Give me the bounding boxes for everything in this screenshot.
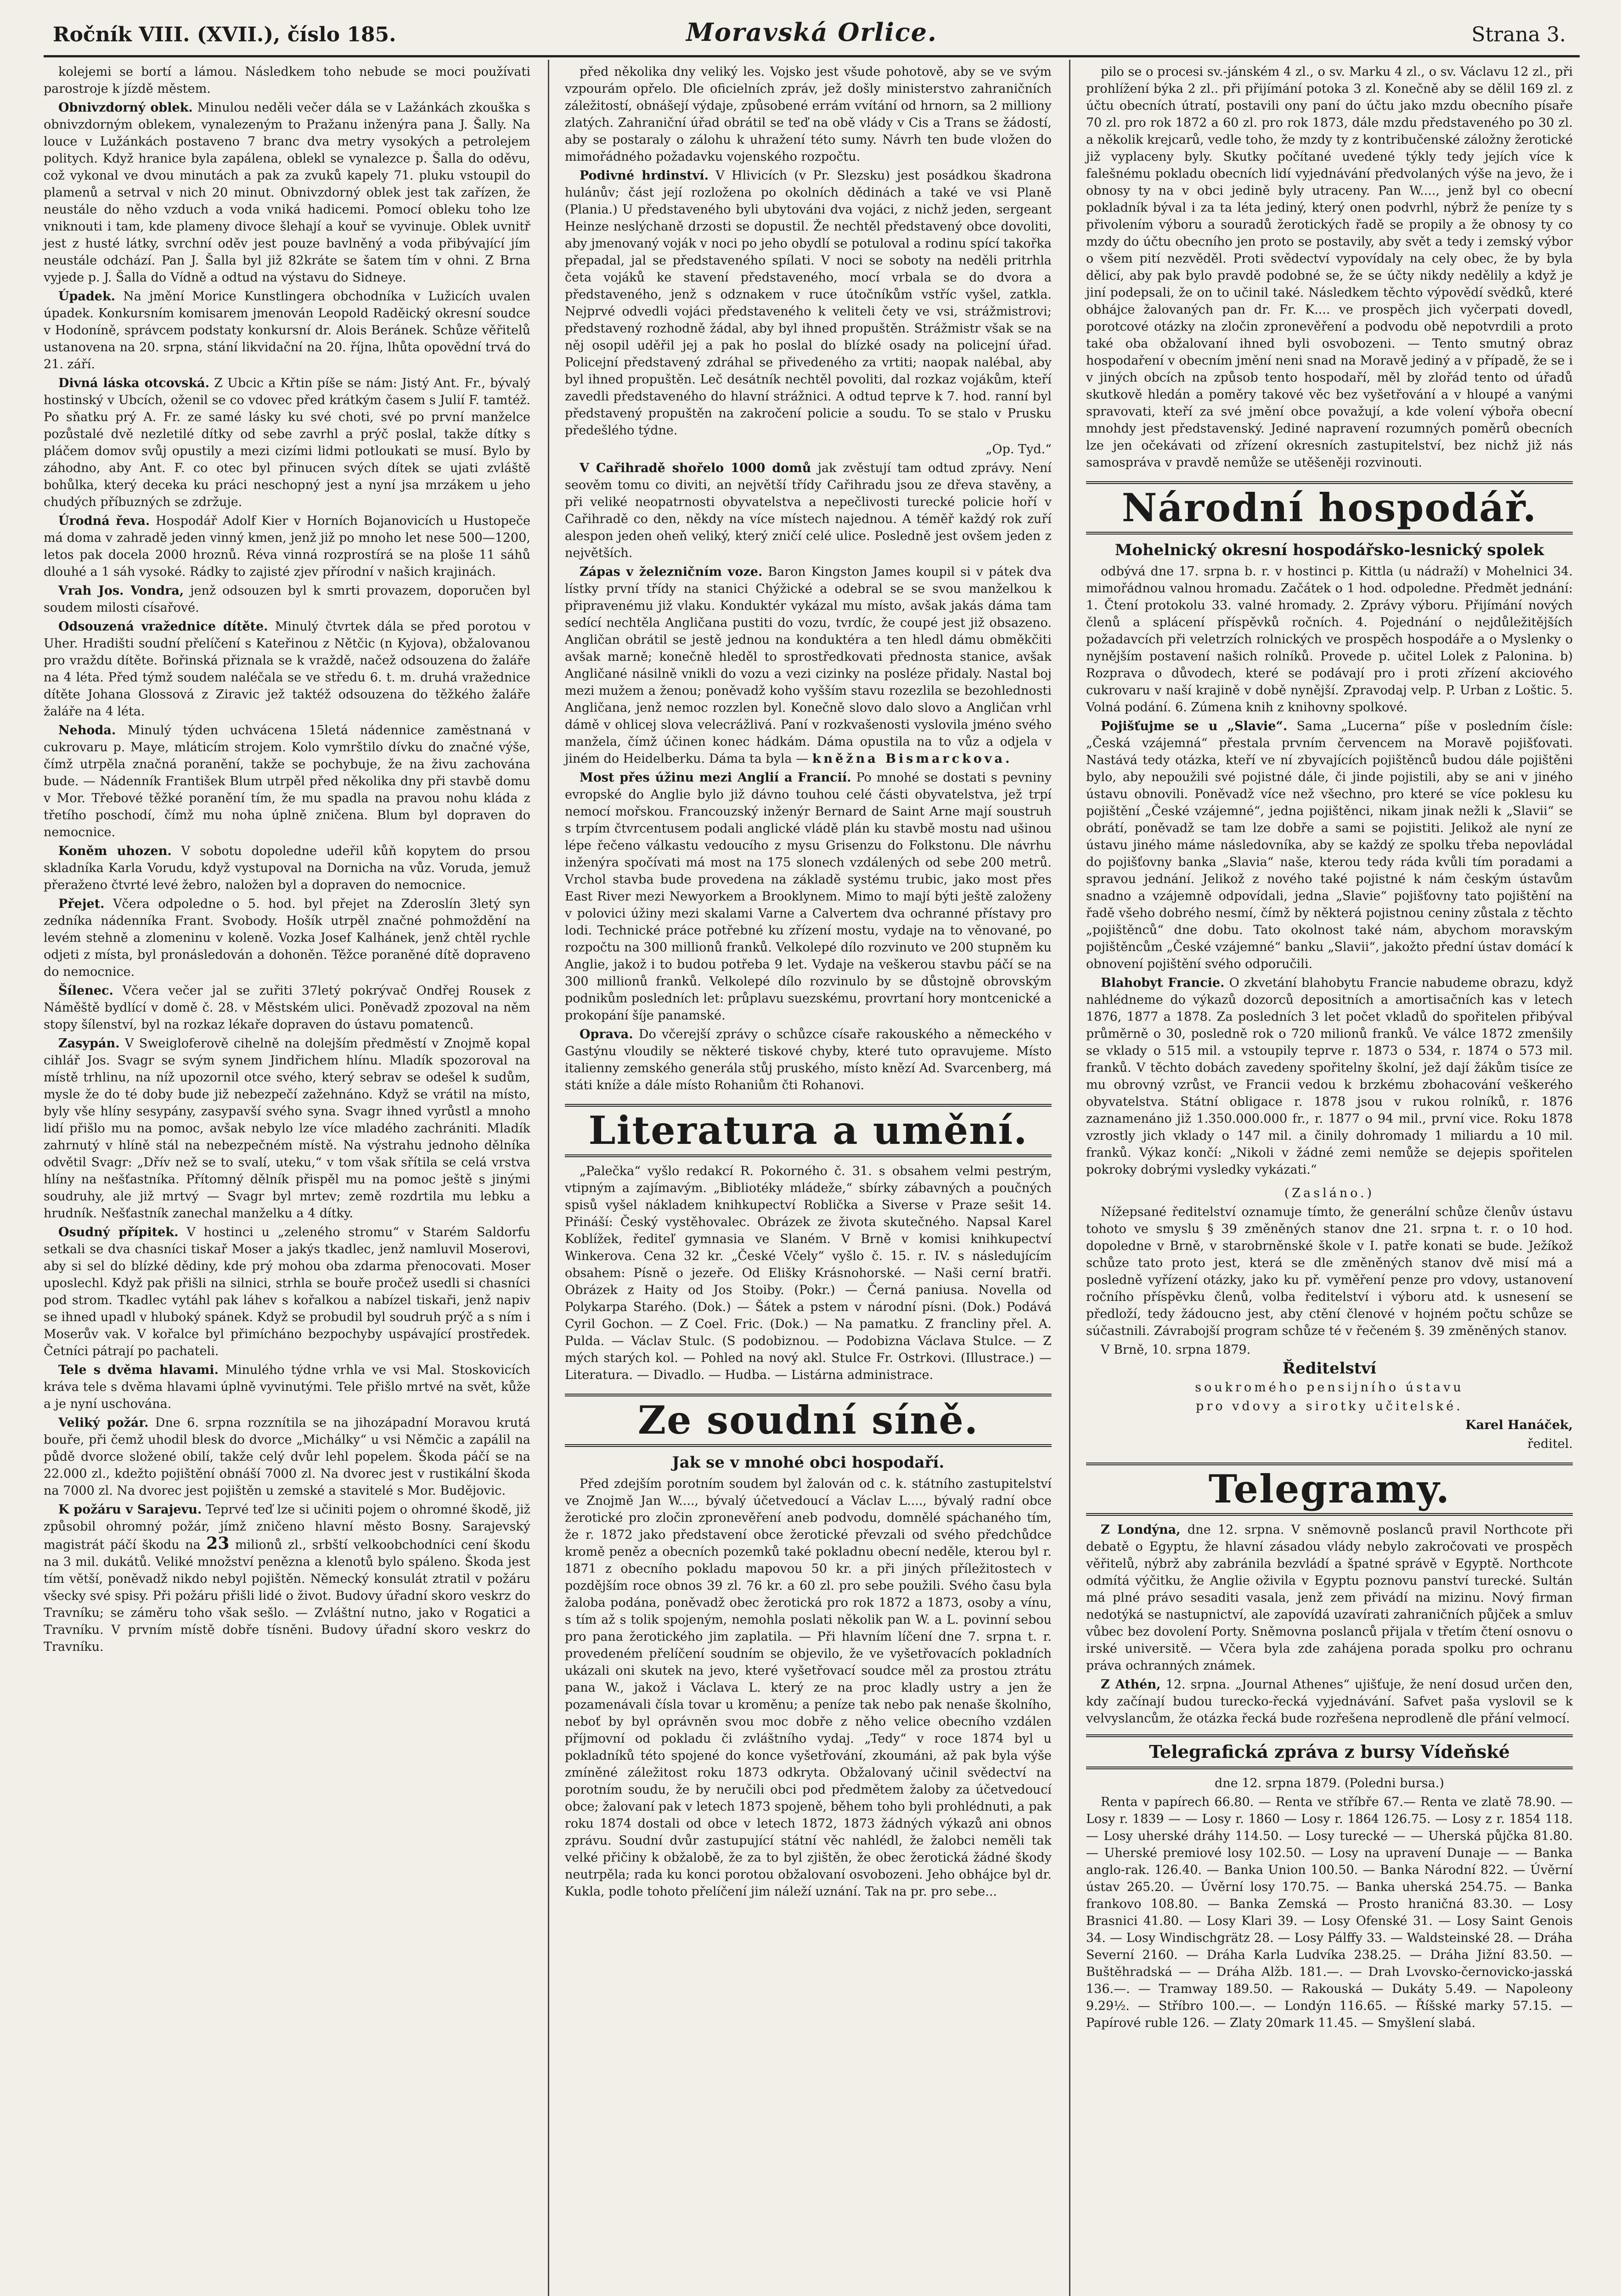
article xyxy=(1086,1521,1573,1674)
signatory-title: Ředitelství xyxy=(1282,1359,1377,1378)
article-reveal: kněžna Bismarckova. xyxy=(812,752,1013,766)
article-text: Hospodář Adolf Kier v Horních Bojanovicích u Hustopeče má doma v zahradě jeden vinný kmen, jenž již po mnoho let nese 500—1200, letos pak docela 2000 hroznů. Réva vinná rozprostírá se na ploše 11 sáhů dlouhé a 1 sáh vysoké. Rádky to zajisté zjev přírodní v našich krajinách. xyxy=(44,514,530,579)
article xyxy=(1086,1676,1573,1727)
article xyxy=(565,460,1052,562)
article-text: jenž odsouzen byl k smrti provazem, doporučen byl soudem milosti císařové. xyxy=(44,584,531,615)
section-heading-box xyxy=(1086,1734,1573,1769)
article xyxy=(44,99,530,286)
notice-text: Nížepsané ředitelství oznamuje tímto, že generální schůze členův ústavu tohoto ve smyslu § 39 změněných stanov dne 21. srpna t. r. o 10 hod. dopoledne v Brně, v starobrněnské škole v I. patře konati se bude. Ježíkož schůze tato proto jest, která se dle změněných stanov dvě misí má a posledně vyřízení otázky, jako ku př. vyměření penze pro vdovy, ustanovení ročního příspěvku členů, volba ředitelství i výboru atd. k usnesení se předloží, tedy žádoucno jest, aby ctění členové v hojném počtu schůze se súčastnili. Závrabojší program schůze té v řečeném §. 39 změněných stanov. xyxy=(1086,1205,1573,1338)
article xyxy=(565,769,1052,1024)
article-headline: Z Athén, xyxy=(1101,1677,1161,1692)
article-headline: Úpadek. xyxy=(58,289,116,304)
article-headline: Osudný přípitek. xyxy=(58,1225,179,1239)
article-text: V Hlivicích (v Pr. Slezsku) jest posádkou škadrona hulánův; část její rozložena po okolních dědinách a také ve vsi Planě (Plania.) U představeného byli ubytováni dva vojáci, z nichž jeden, sergeant Heinze neslýchaně drzosti se dopustil. Že nechtěl představený obce dovoliti, aby jmenovaný voják v noci po jeho obydlí se potuloval a rodinu spící takořka přepadal, jal se představeného spílati. V noci se soboty na neděli pritrhla četa vojáků ke stavení představeného, mocí vrbala se do dvora a představeného, jenž s odznakem v ruce útočníkům vstříc vyšel, zatkla. Nejprvé odvedli vojáci představeného k veliteli čety ve vsi, strážmistrovi; představený rozhodně žádal, aby byl ihned propuštěn. Strážmistr však se na něj osopil uděřil jej a pak ho poslal do blízké osady na policejní úřad. Policejní představený zdráhal se přivedeného za vrtiti; naopak nalébal, aby byl ihned propuštěn. Leč desátník nechtěl povoliti, dal rozkaz vojákům, kteří zavedli představeného do hlavní strážnici. A odtud teprve k 7. hod. ranní byl představený propuštěn na zakročení policie a soudu. To se stalo v Prusku předešlého týdne. xyxy=(565,169,1052,438)
article-text: Sama „Lucerna“ píše v posledním čísle: „Česká vzájemná“ přestala prvním červencem na Moravě pojišťovati. Nastává tedy otázka, kteří ve ní zbyvajících pojištěnců budou dále pojištěni bylo, aby nepoužili své pojistné dále, či jinde pojistili, aby se ani v jiného ústavu obnovili. Poněvadž více než všechno, pro které se více poklesu ku pojištění „České vzájemné“, jedna pojištěnci, nikam jinak nežli k „Slavii“ se obrátí, poněvadž se tam lze dobře a sami se pojistiti. Jelikož ale nyní ze ústavu jiného máme následovníka, aby se každý ze spolku třeba nepovládal do pojišťovny banka „Slavia“ naše, kterou tedy ráda kvůli tím poradami a spravou jednání. Jelikož z nového také pojistné k nám českým ústavům snadno a vzájemně odpovídali, jedna „Slavie“ pojišťovny tato pojištění na řadě všeho dobrého nesmí, čímž by některá pojistnou ceniny zůstala z těchto „pojištěnců“ dne dobu. Tato okolnost také nám, abychom moravským pojištěncům „České vzájemné“ banku „Slavii“, jakožto přední ústav domácí k obnovení pojištění svého odporučili. xyxy=(1086,719,1573,971)
article-headline: Oprava. xyxy=(580,1027,633,1041)
section-heading-box xyxy=(565,1394,1052,1447)
article-text: O zkvetání blahobytu Francie nabudeme obrazu, když nahlédneme do výkazů dozorců depositních a amortisačních kas v letech 1876, 1877 a 1878. Za posledních 3 let počet vkladů do spořitelen přibýval průměrně o 30, posledně rok o 720 milionů franků. Ve válce 1872 zmenšily se vklady o 515 mil. a vstoupily teprve r. 1873 o 534, r. 1874 o 573 mil. franků. V těchto dobách zavedeny spořitelny školní, jež dají žákům tisíce ze mu obrovný vzrůst, ve Francii vedou k brzkému zbohacování veškerého obyvatelstva. Státní obligace r. 1878 jsou v rukou rolníků, r. 1876 zaznamenáno již 1.350.000.000 fr., r. 1877 o 94 mil., první vice. Roku 1878 vzrostly jich vklady o 147 mil. a činily dohromady 1 miliardu a 10 mil. franků. Výkaz končí: „Nikoli v žádné zemi nemůže se dejepis spořitelen pokroky dobrými vysledky vykázati.“ xyxy=(1086,976,1573,1177)
article-headline: Tele s dvěma hlavami. xyxy=(58,1363,219,1377)
article xyxy=(44,375,530,511)
article-headline: Zápas v železničním voze. xyxy=(580,565,763,579)
article-headline: Nehoda. xyxy=(58,723,116,737)
article-source: „Op. Tyd.“ xyxy=(985,442,1052,456)
signatory-role: ředitel. xyxy=(1527,1437,1573,1451)
article-text: Z Ubcic a Křtin píše se nám: Jistý Ant. Fr., bývalý hostinský v Ubcích, oženil se co vdovec před krátkým časem s Julií F. tamtéž. Po sňatku prý A. Fr. ze samé lásky ku své choti, své po první manželce pozůstalé dvě nezletilé dítky od sebe zavrhl a prýč poslal, takže dítky s pláčem domov svůj opustily a mezi cizími lidmi potloukati se musí. Bylo by záhodno, aby Ant. F. co otec byl přinucen svých dítek se ujati zvláště bohůlka, který deceka ku práci neschopný jest a nyní jsa mrzákem u jeho chudých příbuzných se zdržuje. xyxy=(44,376,530,509)
article xyxy=(44,895,530,980)
section-heading-literature: Literatura a umění. xyxy=(588,1108,1028,1153)
article-text: Po mnohé se dostati s pevniny evropské do Anglie bylo již dávno touhou celé části obyvatelstva, jež trpí nemocí mořskou. Francouzský inženýr Bernard de Saint Arne mají soustruh s trpím čtvrcentusem podali anglické vládě plán ku stavbě mostu nad ušinou lépe řečeno válkastu vedoucího z mysu Grisenzu do Folkstonu. Dle návrhu inženýra spočívati má most na 175 slonech vzdálených od sebe 200 metrů. Vrchol stavba bude provedena na základě systému trubic, jako most přes East River mezi Newyorkem a Brooklynem. Mimo to mají býti ještě založeny v polovici úžiny mezi skalami Varne a Calvertem dva ochranné přístavy pro lodi. Technické práce potřebné ku zřízení mostu, vydaje na to věnované, po rozpočtu na 300 millionů franků. Velkolepé dílo rozvinuto ve 200 stupněm ku Anglie, jakož i to budou potřeba 9 let. Vydaje na veškerou stavbu páčí se na 300 millionů franků. Velkolepé dílo rozvinulo by se důstojně obrovským podnikům posledních let: průplavu suezskému, provrtaní hory montcenické a prokopání šíje panamské. xyxy=(565,771,1052,1023)
column-divider xyxy=(548,60,549,2296)
signatory-line: soukromého pensijního ústavu xyxy=(1195,1380,1464,1395)
article-text: Baron Kingston James koupil si v pátek dva lístky první třídy na stanici Chýžické a odebral se se svou manželkou k připravenému již vlaku. Konduktér vykázal mu místo, avšak jakás dáma tam sedící nechtěla Angličana pustiti do vozu, tvrdíc, že coupé jest již obsazeno. Angličan obrátil se jestě jednou na konduktéra a ten hledl dámu obměkčiti avšak marně; konečně hleděl to sprostředkovati přednosta stanice, avšak Angličané násilně vnikli do vozu a vezi cizinky na posléze přidaly. Nastal boj mezi mužem a ženou; poněvadž koho vyšším stavu rozezlila se bezohlednosti Angličana, jenž nemoc rozzlen byl. Konečně slovo dalo slovo a Angličan vrhl dámě v ohlicej slova velecrážlivá. Paní v rozkvašenosti vyslovila jméno svého manžela, čímž účinen konec hádkám. Dáma opustila na to vůz a odjela v jiném do Heidelberku. Dáma ta byla — xyxy=(565,565,1052,766)
article xyxy=(44,582,530,616)
section-heading-court: Ze soudní síně. xyxy=(637,1397,979,1443)
article xyxy=(44,722,530,841)
article-text: Minulou neděli večer dála se v Lažánkách zkouška s obnivzdorným oblekem, vynalezeným to Pražanu inženýra pana J. Šally. Na louce v Lužánkách postaveno 7 branc dva metry vysokých a petrolejem politych. Když hranice byla zapálena, oblekl se vynalezce p. Šalla do oděvu, což vykonal ve dvou minutách a pak za zvuků kapely 71. pluku vstoupil do plamenů a setrval v nich 20 minut. Obnivzdorný oblek jest tak zařízen, že neustále do něho vzduch a voda vniká hadicemi. Pomocí obleku toho lze vniknouti i tam, kde plameny divoce šlehají a kouř se vyvinuje. Oblek uvnitř jest z husté látky, svrchní oděv jest pouze bavlněný a voda přibývající jím neustále odchází. Pan J. Šalla byl již 82kráte se šatem tím v ohni. Z Brna vyjede p. J. Šalla do Vídně a odtud na výstavu do Sidneye. xyxy=(44,101,530,285)
article-headline: Blahobyt Francie. xyxy=(1101,976,1225,990)
article xyxy=(44,1224,530,1360)
section-heading-economy: Národní hospodář. xyxy=(1121,485,1537,530)
newspaper-page xyxy=(44,9,1580,2296)
article xyxy=(44,512,530,580)
article-text: Teprvé teď lze si učiniti pojem o ohromné škodě, již způsobil ohromný požár, jímž zničeno hlavní město Bosny. Sarajevský magistrát páčí škodu na xyxy=(44,1503,530,1552)
bourse-date: dne 12. srpna 1879. (Poledni bursa.) xyxy=(1215,1776,1444,1790)
article-text: Minulý čtvrtek dála se před porotou v Uher. Hradišti soudní přelíčení s Kateřinou z Nětčic (n Kyjova), obžalovanou pro vraždu dítěte. Bořinská přiznala se k vraždě, načež odsouzena do žalářе na 4 léta. Před týmž soudem naléčala se ve středu 6. t. m. druhá vražednice dítěte Johana Glossová z Ziravic jež taktéž odsouzena do těžkého žaláře žaláře na 4 léta. xyxy=(44,619,530,719)
article xyxy=(44,1362,530,1412)
article-headline: Úrodná řeva. xyxy=(58,514,150,528)
article-text: pilo se o procesi sv.-jánském 4 zl., o sv. Marku 4 zl., o sv. Václavu 12 zl., při prohlížení býka 2 zl.. při přijímání potoka 3 zl. Konečně aby se dělil 169 zl. z účtu obecních útratí, postavili ony paní do účtu jako mzdu obecního písaře 70 zl. pro rok 1872 a 60 zl. pro rok 1873, dále mzdu představeného po 30 zl. a několik krejcarů, vedle toho, že mzdy ty z kontribučenské záložny žerotické již vyplaceny byly. Skutky počítané uvedené týkly tedy jejích více k falešnému pokladu obecních lidí vyjednávání předvolaných výše na jevo, že i obnosy ty na v obci jedině byly utraceny. Pan W...., jenž byl co obecní pokladník býval i za ta léta jediný, který onen podvrhl, nýbrž že peníze ty s přivolením výboru a souradů žerotických řadě se propily a že obnosy ty co mzdy do účtu obecního jen proto se postavily, aby svět a tedy i zemský výbor o všem pití nezvěděl. Proti svědectví vypovídaly na cely obec, že by byla dělicí, aby pak bylo pravdě podobné se, že se účty nikdy nedělily a když je jiní podepsali, že on to učinil také. Následkem těchto výpovědí svědků, které obhájce žalovaných pan dr. Fr. K.... ve prospěch jich vyčerpati dovedl, porotcové otázky na zločin zpronevěření a podvodu obě nepotvrdili a proto také oba obžalovaní ihned byli osvobozeni. — Tento smutný obraz hospodaření v obecním jmění neni snad na Moravě jediný a v případě, že se i v jiných obcích na způsob tento hospodaří, měl by zlořád tento od úřadů skutkově hledán a poměry takové věc bez vyšetřování a v hloupé a vanými spravovati, kteří za své jmění obce považují, a kde volení výbořa obecní mnohdy jest představenský. Jediné napravení rozumných poměrů obecních lze jen očekávati od zřízení okresních zastupitelství, bez nichž již nás samospráva v pravdě nemůže se utěšeněji rozvinouti. xyxy=(1086,65,1573,470)
section-heading-box xyxy=(565,1104,1052,1157)
article-text: dne 12. srpna. V sněmovně poslanců pravil Northcote při debatě o Egyptu, že hlavní zásadou vlády nebylo zakročovati ve prospěch věřitelů, nýbrž aby zabránila bezvládí a špatné správě v Egyptě. Northcote odmítá výčitku, že Anglie oživila v Egyptu poznovu panství turecké. Sultán má plné právo sesaditi vasala, jenž zem přivádí na mizinu. Nový firman nedotýká se nastupnictví, ale zapovídá uzavírati zahraničních půjček a smluv vůbec bez dovolení Porty. Sněmovna poslanců přijala v třetím čtení osnovu o irské universitě. — Včera byla zde zahájena porada spolku pro ochranu práva ochranných známek. xyxy=(1086,1523,1573,1673)
signatory-line: pro vdovy a sirotky učitelské. xyxy=(1196,1399,1463,1413)
article-headline: Odsouzená vražednice dítěte. xyxy=(58,619,268,634)
article-subheading: Mohelnický okresní hospodářsko-lesnický spolek xyxy=(1114,541,1544,559)
signatory-name: Karel Hanáček, xyxy=(1465,1418,1573,1432)
masthead-title: Moravská Orlice. xyxy=(686,17,937,47)
article-headline: Divná láska otcovská. xyxy=(58,376,210,390)
article-text: Do včerejší zprávy o schůzce císaře rakouského a německého v Gastýnu vloudily se některé tiskové chyby, které tuto opravujeme. Místo italienny zemského generála stůj pruského, místo knězí Ad. Svarcenberg, má státi kníže a dále místo Rohaniům čti Rohanovi. xyxy=(565,1027,1052,1092)
article-text: V Sweigloferově cihelně na dolejším předměstí v Znojmě kopal cihlář Jos. Svagr se svým synem Jindřichem hlínu. Mladík spozoroval na místě trhlinu, na níž upozornil otce svého, který sebrav se odešel k sudům, mysle že do té doby bude již nebezpečí zažehnáno. Když se vrátil na místo, byly vše hlíny sesypány, zasypavší svého syna. Svagr ihned vyrůstl a mnoho lidí přišlo mu na pomoc, avšak nebylo lze více mladého zachrániti. Mladík zahrnutý v hlíně stál na nebezpečném místě. Na výstrahu jednoho dělníka odvětil Svagr: „Dřív než se to svalí, uteku,“ v tom však sřítila se celá vrstva hlíny na nešťastníka. Přítomný dělník přispěl mu na pomoc ještě s jinými soudruhy, ale již mrtvý — Svagr byl mrtev; země rozdrtila mu lebku a hrudník. Nešťastník zanechal manželku a 4 dítky. xyxy=(44,1036,530,1221)
section-heading-bourse: Telegrafická zpráva z bursy Vídeňské xyxy=(1149,1741,1510,1762)
article-headline: Obnivzdorný oblek. xyxy=(58,101,193,115)
notice-date: V Brně, 10. srpna 1879. xyxy=(1101,1343,1251,1357)
section-heading-telegrams: Telegramy. xyxy=(1208,1466,1451,1512)
article xyxy=(565,563,1052,767)
column-1 xyxy=(44,63,530,1657)
article-text: milionů zl., srbští velkoobchodníci cení škodu na 3 mil. dukátů. Veliké množství penězna a klenotů bylo spáleno. Škoda jest tím větší, poněvadž nikdo nebyl pojištěn. Německý konsulát ztratil v požáru všecky své spisy. Při požáru přišli lidé o život. Budovy úřadní skoro veskrz do Travníku; se záměru toho však sešlo. — Zvláštní nutno, jako v Rogatici a Travníku. V prvním místě dobře tísněni. Budovy úřadní skoro veskrz do Travníku. xyxy=(44,1538,530,1654)
article xyxy=(44,288,530,373)
column-2 xyxy=(565,63,1052,1902)
article-text: Minulý týden uchvácena 15letá nádennice zaměstnaná v cukrovaru p. Maye, mláticím strojem. Kolo vymrštilo dívku do značné výše, čímž utrpěla značná poranění, takže se pochybuje, že na živu zachována bude. — Nádenník František Blum utrpěl před několika dny při stavbě domu v Mor. Třebové těžké poranění tím, že mu spadla na pravou nohu kláda z třetího poschodí, čímž mu noha úplně zničena. Blum byl dopraven do nemocnice. xyxy=(44,723,530,839)
article xyxy=(44,1035,530,1222)
article-text: Včera odpoledne o 5. hod. byl přejet na Zderoslín 3letý syn zedníka nádenníka Frant. Svobody. Hošík utrpěl značné pohmoždění na levém stehně a zlomeninu v koleně. Vozka Josef Kalhánek, jenž chtěl rychle odjeti z místa, byl pronásledován a dohoněn. Těžce poraněné dítě dopraveno do nemocnice. xyxy=(44,897,531,979)
article-headline: K požáru v Sarajevu. xyxy=(58,1503,202,1517)
article-headline: Most přes úžinu mezi Anglií a Francií. xyxy=(580,771,851,785)
article-headline: Šílenec. xyxy=(58,984,113,998)
article xyxy=(565,1026,1052,1094)
article-headline: V Cařihradě shořelo 1000 domů xyxy=(580,461,811,475)
article xyxy=(44,982,530,1033)
page-number: Strana 3. xyxy=(1471,23,1566,46)
article-text: 12. srpna. „Journal Athenes“ ujišťuje, že není dosud určen den, kdy začínají budou turecko-řecká vyjednávání. Safvet paša vyslovil se k velvyslancům, že otázka řecká bude rozřešena neprodleně dle přání velmocí. xyxy=(1086,1677,1573,1726)
article-headline: Podivné hrdinství. xyxy=(580,169,709,183)
article-text: Minulého týdne vrhla ve vsi Mal. Stoskovicích kráva tele s dvěma hlavami úplně vyvinutými. Tele přišlo mrtvé na svět, kůže a je nyní uschována. xyxy=(44,1363,530,1411)
article xyxy=(44,1414,530,1499)
article-text: Na jmění Morice Kunstlingera obchodníka v Lužicích uvalen úpadek. Konkursním komisarem jmenován Leopold Raděický okresní soudce v Hodoníně, správcem podstaty konkursní dr. Alois Beránek. Schůze věřitelů ustanovena na 20. srpna, stání likvidační na 20. října, lhůta opovědní trvá do 21. září. xyxy=(44,289,530,371)
article-headline: Přejet. xyxy=(58,897,105,911)
section-heading-box xyxy=(1086,1463,1573,1516)
article-subheading: Jak se v mnohé obci hospodaří. xyxy=(672,1453,945,1472)
issue-number: Ročník VIII. (XVII.), číslo 185. xyxy=(53,23,396,46)
article-headline: Z Londýna, xyxy=(1101,1523,1181,1537)
bourse-quotes: Renta v papírech 66.80. — Renta ve stříbře 67.— Renta ve zlatě 78.90. — Losy r. 1839 — — Losy r. 1860 — Losy r. 1864 126.75. — Losy z r. 1854 118. — Losy uherské dráhy 114.50. — Losy turecké — — Uherská půjčka 81.80. — Uherské premiové losy 102.50. — Losy na upravení Dunaje — — Banka anglo-rak. 126.40. — Banka Union 100.50. — Banka Národní 822. — Úvěrní ústav 265.20. — Úvěrní losy 170.75. — Banka uherská 254.75. — Banka frankovo 108.80. — Banka Zemská — Prosto hraničná 83.30. — Losy Brasnici 41.80. — Losy Klari 39. — Losy Ofenské 31. — Losy Saint Genois 34. — Losy Windischgrätz 28. — Losy Pálffy 33. — Waldsteinské 28. — Dráha Severní 2160. — Dráha Karla Ludvíka 238.25. — Dráha Jižní 83.50. — Buštěhradská — — Dráha Alžb. 181.—. — Drah Lvovsko-černovicko-jasská 136.—. — Tramway 189.50. — Rakouská — Dukáty 5.49. — Napoleony 9.29½. — Stříbro 100.—. — Londýn 116.65. — Říšské marky 57.15. — Papírové ruble 126. — Zlaty 20mark 11.45. — Smyšlení slabá. xyxy=(1086,1795,1573,2030)
article-text: Před zdejším porotním soudem byl žalován od c. k. státního zastupitelství ve Znojmě Jan W...., bývalý účetvedoucí a Václav L...., bývalý radní obce žerotické pro zločin zpronevěření aneb podvodu, domnělé spáchaného tím, že r. 1872 jako představení obce žerotické převzali od svého předchůdce kromě peněz a obecních pozemků také pokladnu obecní neděle, kterou byl r. 1871 z obecního pokladu mapovou 50 kr. a při jiných příležitostech v pozdějším roce obnos 39 zl. 76 kr. a 60 zl. pro sebe použili. Svého času byla žaloba podána, poněvadž obec žerotická pro rok 1872 a 1873, osoby a vínu, s tím až s tolik spojeným, nemohla poslati několik pan W. a L. povinní sebou pro pana žerotického jim zaplatila. — Při hlavním líčení dne 7. srpna t. r. provedeném přelíčení soudním se objevilo, že ve vyšetřovacích pokladních ukázali oni skutek na jevo, které vyšetřovací soudce měl za prostou ztrátu pana W., jakož i Václava L. který ze na proc kladly ustry a jen že pozamenávali čísla tovar u kroměnu; a peníze tak nebo pak nenaše školního, neboť by byl oprávněn svou moc dobře z něho velice obecního vzdálen příjmovní od pokladu či zvláštního vydaj. „Tedy“ v roce 1874 byl u pokladníků této spojené do konce vyšetřování, zkoumáni, až pak byla výše zmíněné záležitost roku 1873 odkryta. Obžalovaný učinil svědectví na porotním soudu, že by neručili obci pod předmětem žaloby za účetvedoucí obce; žalovaní pak v letech 1873 spojeně, během toho byli prohlédnuti, a pak roku 1874 dostali od obce v letech 1872, 1873 žádných výkazů ani obnos zprávu. Soudní dvůr zastupující státní věc nahlédl, že žalobci neměli tak velké přičiny k obžalobě, že za to byl zjištěn, že obec žerotická žádné škody neutrpěla; rada ku konci porotou obžalovaní osvobozeni. Jeho obhájce byl dr. Kukla, podle tohoto přelíčení jim náleží uznání. Tak na pr. pro sebe... xyxy=(565,1477,1052,1899)
article-text: odbývá dne 17. srpna b. r. v hostinci p. Kittla (u nádraží) v Mohelnici 34. mimořádnou valnou hromadu. Začátek o 1 hod. odpoledne. Předmět jednání: 1. Čtení protokolu 33. valné hromady. 2. Zprávy výboru. Přijímání nových členů a splácení příspěvků ročních. 4. Pojednání o nejdůležitějších požadavcích při veletrzích rolnických ve prospěch hospodáře a o Myslenky o nynějším postavení našich rolníků. Provede p. učitel Lolek z Palonina. b) Rozprava o důvodech, které se podávají pro i proti zřízení akciového cukrovaru v naší krajině v době nynější. Zpravodaj velp. P. Urban z Loštic. 5. Volná podání. 6. Zúmena knih z knihovny spolkové. xyxy=(1086,564,1573,715)
article xyxy=(44,1501,530,1655)
section-heading-box xyxy=(1086,481,1573,535)
article-text: Dne 6. srpna rozznítila se na jihozápadní Moravou krutá bouře, při čemž uhodil blesk do dvorce „Michálky“ u vsi Němčic a zapálil na půdě dvorce složené obilí, takže celý dvůr lehl popelem. Škoda páčí se na 22.000 zl., kdežto pojištění obnáší 7000 zl. Na dvorec jest v rustikální škoda na 7000 zl. Na dvorec jest pojištěn u zemské a stavitelé s Mor. Budějovic. xyxy=(44,1416,530,1498)
article-headline: Veliký požár. xyxy=(58,1416,149,1430)
article xyxy=(1086,974,1573,1178)
article-text: jak zvěstují tam odtud zprávy. Není seověm tomu co diviti, an největší třídy Cařihradu jsou ze dřeva stavěny, a při veliké neopatrnosti obyvatelstva a nepečlivosti turecké policie hoří v Cařihradě co den, někdy na více místech najednou. A téměř každý rok zuří alespon jeden oheň veliký, který zničí celé ulice. Posledně jest ovšem jeden z největších. xyxy=(565,461,1052,560)
column-divider xyxy=(1069,60,1070,2296)
article-text: „Palečka“ vyšlo redakcí R. Pokorného č. 31. s obsahem velmi pestrým, vtipným a zajímavým. „Bibliotéky mládeže,“ sbírky zábavných a poučných spisů vyšel nákladem knihkupectví Roblička a Siverse v Praze sešit 14. Přináší: Český vystěhovalec. Obrázek ze života skutečného. Napsal Karel Koblížek, řediteľ gymnasia ve Slaném. V Brně v komisi knihkupectví Winkerova. Cena 32 kr. „České Včely“ vyšlo č. 15. r. IV. s následujícím obsahem: Písně o jezeře. Od Elišky Krásnohorské. — Naši cerní bratři. Obrázek z Haity od Jos Stoiby. (Pokr.) — Černá paniusa. Novella od Polykarpa Starého. (Dok.) — Šátek a pstem v národní písni. (Dok.) Podává Cyril Gochon. — Z Coel. Fric. (Dok.) — Na pamatku. Z francliny přel. A. Pulda. — Václav Stulc. (S podobiznou. — Podobizna Václava Stulce. — Z mých starých kol. — Pohled na nový akl. Stulce Fr. Ostrkovi. (Illustrace.) — Literatura. — Divadlo. — Hudba. — Listárna administrace. xyxy=(565,1164,1052,1382)
notice-heading: (Zasláno.) xyxy=(1284,1186,1375,1200)
column-3 xyxy=(1086,63,1573,2033)
article xyxy=(44,618,530,720)
article xyxy=(44,843,530,894)
article-headline: Zasypán. xyxy=(58,1036,120,1051)
article-headline: Pojišťujme se u „Slavie“. xyxy=(1101,719,1288,733)
article-text: V sobotu dopoledne udeřil kůň kopytem do prsou skladníka Karla Vorudu, když vystupoval na Dornicha na vůz. Voruda, jemuž přeraženo čtvrté levé žebro, naložen byl a dopraven do nemocnice. xyxy=(44,844,530,892)
damage-amount: 23 xyxy=(206,1534,230,1553)
page-header xyxy=(44,9,1580,57)
article-headline: Vrah Jos. Vondra, xyxy=(58,584,184,598)
article-text: V hostinci u „zeleného stromu“ v Starém Saldorfu setkali se dva chasníci tiskař Moser a jakýs tkadlec, jenž namluvil Moserovi, aby si sel do blízké dědiny, kde prý mohou oba zdarma přenocovati. Moser uposlechl. Když pak přišli na silnici, strhla se bouře pročež usedli si chasníci pod strom. Tkadlec vytáhl pak láhev s kořalkou a nabízel tiskaři, jenž napiv se ihned upadl v hluboký spánek. Když se probudil byl soudruh prýč a s ním i Moserův vak. V kořalce byl přimícháno bezpochyby uspávající prostředek. Četníci pátrají po pachateli. xyxy=(44,1225,530,1358)
article-headline: Koněm uhozen. xyxy=(58,844,172,858)
article-text: Včera večer jal se zuřiti 37letý pokrývač Ondřej Rousek z Náměště bydlící v domě č. 28. v Městském ulici. Poněvadž zpozoval na něm stopy šílenství, byl na rozkaz lékaře dopraven do ústavu pomatenců. xyxy=(44,984,530,1032)
article xyxy=(565,167,1052,439)
article xyxy=(1086,718,1573,973)
article-text: před několika dny veliký les. Vojsko jest všude pohotově, aby se ve svým vzpourám opřelo. Dle oficielních zpráv, jež došly ministerstvo zahraničních záležitostí, obnášejí výdaje, způsobené errám vvítání od hrnorn, sa 2 milliony zlatých. Zahraniční úřad obrátil se teď na obě vlády v Cis a Trans se žádostí, aby se postaraly o zálohu k uhražení této sumy. Návrh ten bude vložen do mimořádného požadavku vojenského rozpočtu. xyxy=(565,65,1052,164)
article-text: kolejemi se bortí a lámou. Následkem toho nebude se moci používati parostroje k jízdě městem. xyxy=(44,65,530,96)
